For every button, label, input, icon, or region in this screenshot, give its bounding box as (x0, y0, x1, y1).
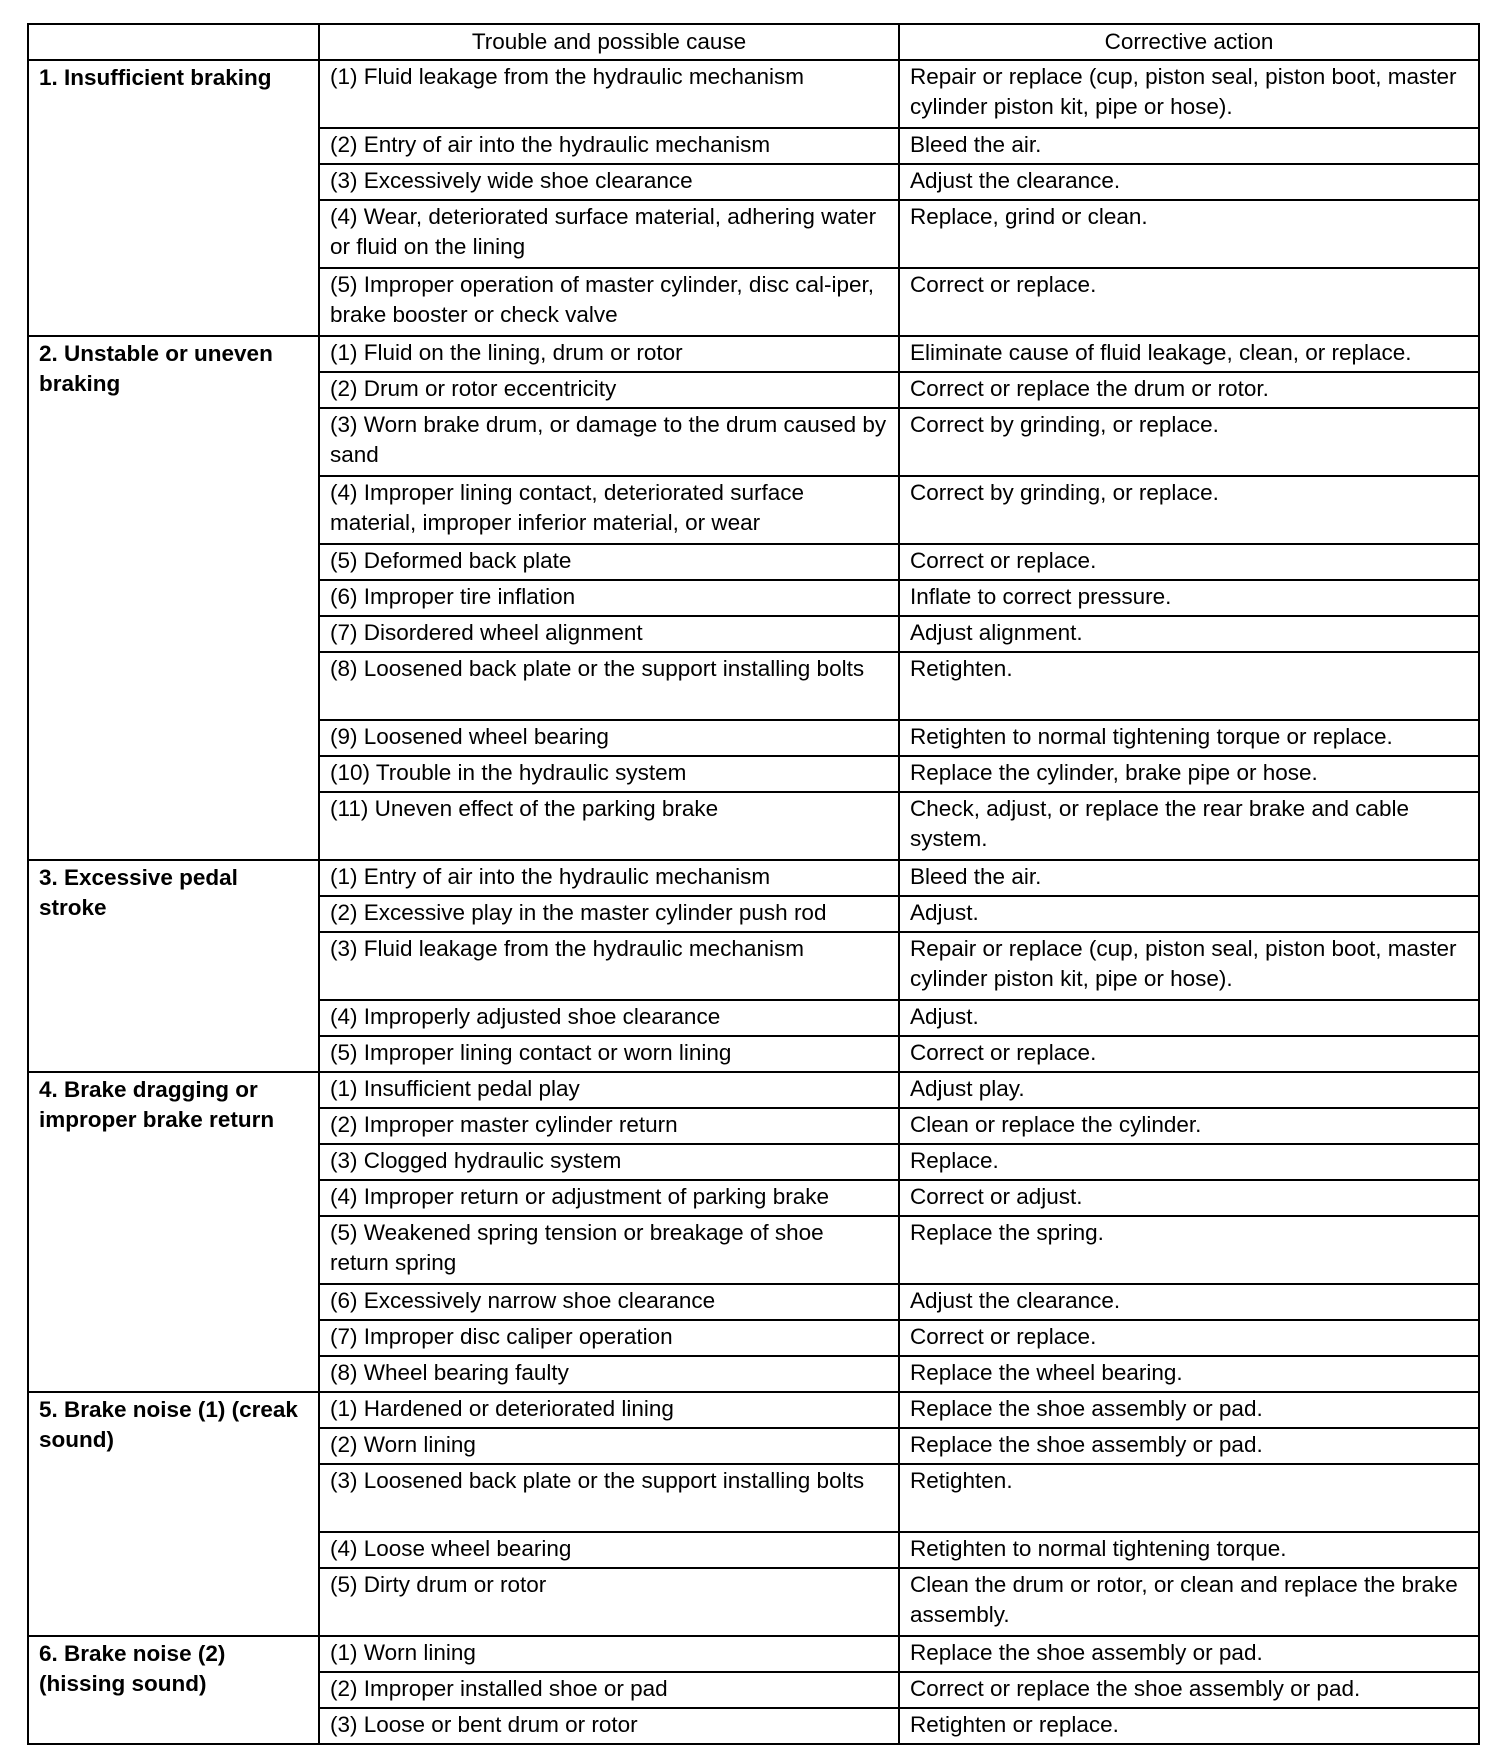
cause-cell: (4) Loose wheel bearing (319, 1532, 899, 1568)
cause-cell: (7) Improper disc caliper operation (319, 1320, 899, 1356)
action-cell: Inflate to correct pressure. (899, 580, 1479, 616)
cause-cell: (2) Excessive play in the master cylinder push rod (319, 896, 899, 932)
cause-cell: (3) Clogged hydraulic system (319, 1144, 899, 1180)
table-row (28, 1636, 1479, 1672)
cause-cell: (7) Disordered wheel alignment (319, 616, 899, 652)
cause-cell: (5) Improper lining contact or worn lining (319, 1036, 899, 1072)
cause-cell: (8) Wheel bearing faulty (319, 1356, 899, 1392)
cause-cell: (1) Entry of air into the hydraulic mechanism (319, 860, 899, 896)
action-cell: Replace the spring. (899, 1216, 1479, 1284)
action-cell: Bleed the air. (899, 128, 1479, 164)
cause-cell: (5) Deformed back plate (319, 544, 899, 580)
cause-cell: (1) Fluid leakage from the hydraulic mechanism (319, 60, 899, 128)
cause-cell: (4) Wear, deteriorated surface material, adhering water or fluid on the lining (319, 200, 899, 268)
category-cell: 4. Brake dragging or improper brake return (28, 1072, 319, 1392)
cause-cell: (9) Loosened wheel bearing (319, 720, 899, 756)
action-cell: Replace the shoe assembly or pad. (899, 1636, 1479, 1672)
cause-cell: (6) Improper tire inflation (319, 580, 899, 616)
cause-cell: (6) Excessively narrow shoe clearance (319, 1284, 899, 1320)
header-category (28, 24, 319, 60)
cause-cell: (2) Worn lining (319, 1428, 899, 1464)
cause-cell: (3) Fluid leakage from the hydraulic mechanism (319, 932, 899, 1000)
cause-cell: (10) Trouble in the hydraulic system (319, 756, 899, 792)
action-cell: Retighten. (899, 652, 1479, 720)
action-cell: Adjust the clearance. (899, 1284, 1479, 1320)
cause-cell: (3) Worn brake drum, or damage to the drum caused by sand (319, 408, 899, 476)
table-row (28, 1072, 1479, 1108)
cause-cell: (5) Improper operation of master cylinder, disc cal-iper, brake booster or check valve (319, 268, 899, 336)
action-cell: Adjust alignment. (899, 616, 1479, 652)
action-cell: Retighten to normal tightening torque or replace. (899, 720, 1479, 756)
category-cell: 6. Brake noise (2) (hissing sound) (28, 1636, 319, 1744)
table-row (28, 1392, 1479, 1428)
action-cell: Adjust the clearance. (899, 164, 1479, 200)
category-cell: 1. Insufficient braking (28, 60, 319, 336)
cause-cell: (1) Hardened or deteriorated lining (319, 1392, 899, 1428)
action-cell: Adjust. (899, 896, 1479, 932)
cause-cell: (5) Dirty drum or rotor (319, 1568, 899, 1636)
action-cell: Adjust play. (899, 1072, 1479, 1108)
action-cell: Correct by grinding, or replace. (899, 408, 1479, 476)
action-cell: Correct by grinding, or replace. (899, 476, 1479, 544)
cause-cell: (1) Fluid on the lining, drum or rotor (319, 336, 899, 372)
header-row (28, 24, 1479, 60)
table-row (28, 860, 1479, 896)
cause-cell: (1) Worn lining (319, 1636, 899, 1672)
action-cell: Clean or replace the cylinder. (899, 1108, 1479, 1144)
cause-cell: (3) Loose or bent drum or rotor (319, 1708, 899, 1744)
action-cell: Replace the shoe assembly or pad. (899, 1428, 1479, 1464)
action-cell: Correct or replace. (899, 1320, 1479, 1356)
header-action: Corrective action (899, 24, 1479, 60)
category-cell: 2. Unstable or uneven braking (28, 336, 319, 860)
cause-cell: (5) Weakened spring tension or breakage of shoe return spring (319, 1216, 899, 1284)
cause-cell: (1) Insufficient pedal play (319, 1072, 899, 1108)
action-cell: Retighten to normal tightening torque. (899, 1532, 1479, 1568)
action-cell: Correct or replace. (899, 268, 1479, 336)
cause-cell: (8) Loosened back plate or the support installing bolts (319, 652, 899, 720)
header-cause: Trouble and possible cause (319, 24, 899, 60)
action-cell: Clean the drum or rotor, or clean and replace the brake assembly. (899, 1568, 1479, 1636)
cause-cell: (2) Entry of air into the hydraulic mechanism (319, 128, 899, 164)
category-cell: 5. Brake noise (1) (creak sound) (28, 1392, 319, 1636)
action-cell: Replace the wheel bearing. (899, 1356, 1479, 1392)
cause-cell: (2) Drum or rotor eccentricity (319, 372, 899, 408)
action-cell: Correct or replace the shoe assembly or pad. (899, 1672, 1479, 1708)
action-cell: Retighten. (899, 1464, 1479, 1532)
action-cell: Adjust. (899, 1000, 1479, 1036)
cause-cell: (11) Uneven effect of the parking brake (319, 792, 899, 860)
action-cell: Bleed the air. (899, 860, 1479, 896)
action-cell: Repair or replace (cup, piston seal, piston boot, master cylinder piston kit, pipe or hose). (899, 932, 1479, 1000)
cause-cell: (3) Loosened back plate or the support installing bolts (319, 1464, 899, 1532)
action-cell: Retighten or replace. (899, 1708, 1479, 1744)
action-cell: Repair or replace (cup, piston seal, piston boot, master cylinder piston kit, pipe or hose). (899, 60, 1479, 128)
action-cell: Replace the shoe assembly or pad. (899, 1392, 1479, 1428)
action-cell: Check, adjust, or replace the rear brake and cable system. (899, 792, 1479, 860)
action-cell: Correct or replace. (899, 1036, 1479, 1072)
cause-cell: (2) Improper master cylinder return (319, 1108, 899, 1144)
table-row (28, 336, 1479, 372)
cause-cell: (3) Excessively wide shoe clearance (319, 164, 899, 200)
cause-cell: (4) Improperly adjusted shoe clearance (319, 1000, 899, 1036)
cause-cell: (4) Improper return or adjustment of parking brake (319, 1180, 899, 1216)
category-cell: 3. Excessive pedal stroke (28, 860, 319, 1072)
troubleshooting-table (27, 23, 1480, 1745)
cause-cell: (4) Improper lining contact, deteriorated surface material, improper inferior material, or wear (319, 476, 899, 544)
action-cell: Replace the cylinder, brake pipe or hose. (899, 756, 1479, 792)
action-cell: Replace, grind or clean. (899, 200, 1479, 268)
action-cell: Eliminate cause of fluid leakage, clean, or replace. (899, 336, 1479, 372)
action-cell: Replace. (899, 1144, 1479, 1180)
action-cell: Correct or replace the drum or rotor. (899, 372, 1479, 408)
cause-cell: (2) Improper installed shoe or pad (319, 1672, 899, 1708)
action-cell: Correct or replace. (899, 544, 1479, 580)
table-row (28, 60, 1479, 128)
table-body (28, 60, 1479, 1744)
action-cell: Correct or adjust. (899, 1180, 1479, 1216)
